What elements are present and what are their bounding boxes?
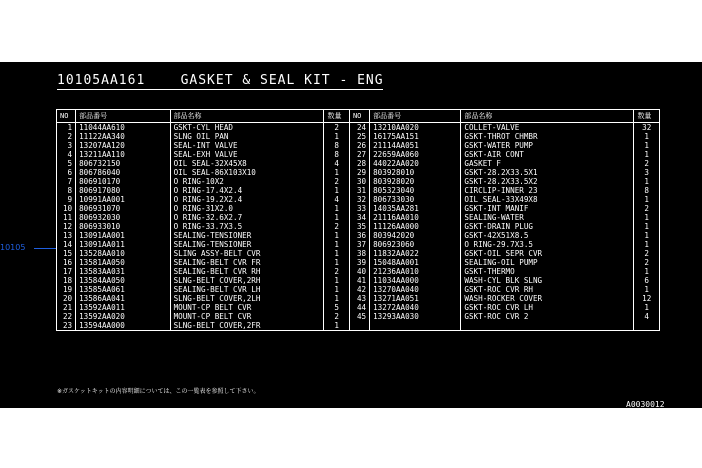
table-row [57,285,660,294]
cell-quantity: 2 [324,123,349,133]
cell-quantity: 4 [634,312,660,321]
cell-no: 8 [57,186,76,195]
cell-part-name: SLNG-BELT COVER,2FR [170,321,324,331]
header-no: NO [57,110,76,123]
cell-part-number: 11832AA022 [370,249,461,258]
cell-no: 22 [57,312,76,321]
cell-part-number: 803928020 [370,177,461,186]
cell-part-number: 13592AA020 [76,312,170,321]
cell-quantity: 2 [634,159,660,168]
cell-part-number: 11034AA000 [370,276,461,285]
cell-part-name: OIL SEAL-86X103X10 [170,168,324,177]
cell-no: 21 [57,303,76,312]
cell-part-name: SLNG OIL PAN [170,132,324,141]
cell-quantity: 1 [324,276,349,285]
cell-part-number: 13271AA051 [370,294,461,303]
cell-no: 16 [57,258,76,267]
cell-part-number: 13272AA040 [370,303,461,312]
table-row [57,303,660,312]
table-row [57,132,660,141]
cell-quantity: 2 [324,222,349,231]
cell-part-number: 13581AA050 [76,258,170,267]
cell-part-name: O RING-29.7X3.5 [461,240,634,249]
cell-part-number: 13210AA020 [370,123,461,133]
cell-quantity: 1 [324,213,349,222]
cell-part-number: 21236AA010 [370,267,461,276]
table-row [57,249,660,258]
cell-part-name: GSKT-CYL HEAD [170,123,324,133]
cell-part-name: O RING-19.2X2.4 [170,195,324,204]
cell-part-number: 11122AA340 [76,132,170,141]
table-row [57,123,660,133]
header-part-no: 部品番号 [76,110,170,123]
table-row [57,267,660,276]
cell-quantity: 4 [324,159,349,168]
cell-part-name: OIL SEAL-33X49X8 [461,195,634,204]
cell-no: 12 [57,222,76,231]
cell-part-name: SEALING-TENSIONER [170,231,324,240]
cell-part-number: 806910170 [76,177,170,186]
cell-quantity: 1 [324,132,349,141]
cell-part-name: O RING-31X2.0 [170,204,324,213]
table-row [57,321,660,331]
cell-no: 9 [57,195,76,204]
cell-part-name: MOUNT-CP BELT CVR [170,312,324,321]
cell-quantity: 2 [324,312,349,321]
cell-part-name: GSKT-THERMO [461,267,634,276]
cell-no: 4 [57,150,76,159]
cell-quantity: 1 [634,240,660,249]
cell-part-number: 11044AA610 [76,123,170,133]
cell-quantity: 2 [324,267,349,276]
cell-part-name: GSKT-AIR CONT [461,150,634,159]
parts-table [56,109,660,331]
cell-part-number: 803928010 [370,168,461,177]
cell-quantity: 2 [634,204,660,213]
cell-no: 11 [57,213,76,222]
table-row [57,213,660,222]
cell-part-name: SLING ASSY-BELT CVR [170,249,324,258]
drawing-code: A0030012 [626,400,665,408]
cell-quantity: 1 [634,150,660,159]
cell-quantity: 3 [634,168,660,177]
cell-no: 2 [57,132,76,141]
title-underline [57,89,383,90]
cell-no: 40 [349,267,369,276]
cell-no: 39 [349,258,369,267]
cell-part-name: GSKT-OIL SEPR CVR [461,249,634,258]
cell-part-name: O RING-17.4X2.4 [170,186,324,195]
cell-quantity: 1 [634,132,660,141]
table-header [57,110,660,123]
cell-quantity: 1 [634,213,660,222]
cell-no: 18 [57,276,76,285]
cell-quantity: 1 [324,258,349,267]
cell-part-number: 806933010 [76,222,170,231]
cell-no: 14 [57,240,76,249]
cell-quantity: 12 [634,294,660,303]
cell-part-name: GSKT-42X51X8.5 [461,231,634,240]
cell-no: 27 [349,150,369,159]
cell-quantity: 1 [634,141,660,150]
cell-no: 29 [349,168,369,177]
kit-title: 10105AA161 GASKET & SEAL KIT - ENG [57,73,384,88]
cell-part-number: 13584AA050 [76,276,170,285]
cell-part-number: 806786040 [76,168,170,177]
table-row [57,177,660,186]
cell-part-number: 806932030 [76,213,170,222]
cell-part-name: O RING-33.7X3.5 [170,222,324,231]
cell-quantity: 1 [324,294,349,303]
cell-no: 3 [57,141,76,150]
cell-part-name: GSKT-THROT CHMBR [461,132,634,141]
cell-no: 43 [349,294,369,303]
table-row [57,276,660,285]
cell-part-name: WASH-CYL BLK SLNG [461,276,634,285]
cell-part-name: GASKET F [461,159,634,168]
cell-no: 23 [57,321,76,331]
cell-part-name: SEAL-EXH VALVE [170,150,324,159]
cell-no: 24 [349,123,369,133]
table-row [57,159,660,168]
cell-part-name: O RING-32.6X2.7 [170,213,324,222]
cell-part-name: OIL SEAL-32X45X8 [170,159,324,168]
cell-part-number: 13583AA031 [76,267,170,276]
cell-part-number [370,321,461,331]
cell-part-number: 10991AA001 [76,195,170,204]
cell-part-name: GSKT-28.2X33.5X1 [461,168,634,177]
cell-quantity: 1 [634,285,660,294]
cell-no: 35 [349,222,369,231]
callout-part-number[interactable]: 10105 [0,243,26,252]
cell-quantity: 2 [324,177,349,186]
cell-part-number: 13293AA030 [370,312,461,321]
cell-quantity: 2 [634,258,660,267]
table-row [57,150,660,159]
cell-part-name: GSKT-WATER PUMP [461,141,634,150]
cell-no: 10 [57,204,76,213]
cell-part-name: SEALING-WATER [461,213,634,222]
cell-no: 30 [349,177,369,186]
cell-no: 5 [57,159,76,168]
cell-no: 34 [349,213,369,222]
cell-part-name: O RING-10X2 [170,177,324,186]
table-row [57,231,660,240]
header-part-name: 部品名称 [461,110,634,123]
cell-part-name: SEALING-BELT CVR LH [170,285,324,294]
cell-quantity: 2 [634,249,660,258]
cell-part-number: 13586AA041 [76,294,170,303]
table-row [57,258,660,267]
cell-no: 31 [349,186,369,195]
cell-part-number: 806917080 [76,186,170,195]
cell-part-number: 13585AA061 [76,285,170,294]
table-row [57,312,660,321]
cell-no: 37 [349,240,369,249]
cell-part-name: GSKT-DRAIN PLUG [461,222,634,231]
cell-part-number: 22659AA060 [370,150,461,159]
cell-no: 6 [57,168,76,177]
cell-quantity [634,321,660,331]
table-row [57,141,660,150]
cell-part-name: COLLET-VALVE [461,123,634,133]
cell-quantity: 4 [324,195,349,204]
table-body [57,123,660,331]
header-part-name: 部品名称 [170,110,324,123]
cell-quantity: 1 [324,204,349,213]
cell-quantity: 6 [634,276,660,285]
cell-part-number: 13211AA110 [76,150,170,159]
cell-part-name: WASH-ROCKER COVER [461,294,634,303]
cell-part-number: 806732150 [76,159,170,168]
cell-quantity: 1 [324,249,349,258]
cell-part-number: 15048AA001 [370,258,461,267]
cell-part-name: SLNG-BELT COVER,2RH [170,276,324,285]
cell-no: 42 [349,285,369,294]
cell-part-number: 13207AA120 [76,141,170,150]
cell-quantity: 1 [634,231,660,240]
cell-quantity: 1 [634,303,660,312]
cell-no: 45 [349,312,369,321]
cell-part-number: 806733030 [370,195,461,204]
table-row [57,240,660,249]
cell-no: 44 [349,303,369,312]
table-row [57,195,660,204]
cell-no: 15 [57,249,76,258]
cell-part-name: GSKT-ROC CVR 2 [461,312,634,321]
cell-no: 19 [57,285,76,294]
cell-quantity: 1 [324,240,349,249]
cell-no: 36 [349,231,369,240]
table-row [57,204,660,213]
cell-no: 20 [57,294,76,303]
cell-quantity: 1 [634,267,660,276]
cell-no: 17 [57,267,76,276]
cell-quantity: 1 [324,231,349,240]
cell-no: 41 [349,276,369,285]
header-part-no: 部品番号 [370,110,461,123]
header-qty: 数量 [324,110,349,123]
cell-part-name: GSKT-28.2X33.5X2 [461,177,634,186]
cell-part-name: SEALING-TENSIONER [170,240,324,249]
cell-part-name: SEALING-OIL PUMP [461,258,634,267]
cell-quantity: 1 [324,285,349,294]
cell-part-name: SEAL-INT VALVE [170,141,324,150]
cell-quantity: 1 [634,177,660,186]
cell-part-number: 13528AA010 [76,249,170,258]
cell-quantity: 32 [634,123,660,133]
cell-part-number: 21114AA051 [370,141,461,150]
cell-part-name: GSKT-INT MANIF [461,204,634,213]
parts-diagram-sheet [0,62,702,408]
cell-quantity: 5 [324,303,349,312]
cell-part-number: 11126AA000 [370,222,461,231]
cell-part-name: SEALING-BELT CVR FR [170,258,324,267]
cell-part-name: MOUNT-CP BELT CVR [170,303,324,312]
footnote: ※ガスケットキットの内容明細については、この一覧表を参照して下さい。 [57,388,260,395]
cell-no: 28 [349,159,369,168]
cell-no: 33 [349,204,369,213]
cell-part-name: SLNG-BELT COVER,2LH [170,294,324,303]
cell-part-number: 14035AA281 [370,204,461,213]
table-row [57,294,660,303]
cell-quantity: 1 [324,168,349,177]
cell-part-name: GSKT-ROC CVR RH [461,285,634,294]
cell-part-name: SEALING-BELT CVR RH [170,267,324,276]
cell-part-number: 44022AA020 [370,159,461,168]
cell-no: 26 [349,141,369,150]
cell-part-number: 806923060 [370,240,461,249]
cell-part-number: 13592AA011 [76,303,170,312]
cell-no: 13 [57,231,76,240]
cell-no: 25 [349,132,369,141]
table-row [57,222,660,231]
table-row [57,168,660,177]
callout-leader-line [34,248,56,249]
cell-quantity: 8 [634,186,660,195]
cell-part-number: 16175AA151 [370,132,461,141]
cell-quantity: 8 [324,150,349,159]
cell-part-number: 21116AA010 [370,213,461,222]
cell-no [349,321,369,331]
cell-part-name: GSKT-ROC CVR LH [461,303,634,312]
cell-part-number: 806931070 [76,204,170,213]
header-no: NO [349,110,369,123]
cell-part-number: 803942020 [370,231,461,240]
table-row [57,186,660,195]
cell-part-number: 13091AA001 [76,231,170,240]
cell-part-name [461,321,634,331]
cell-part-name: CIRCLIP-INNER 23 [461,186,634,195]
cell-part-number: 13594AA000 [76,321,170,331]
cell-no: 38 [349,249,369,258]
cell-quantity: 8 [324,141,349,150]
cell-part-number: 805323040 [370,186,461,195]
cell-quantity: 1 [634,195,660,204]
cell-no: 32 [349,195,369,204]
cell-part-number: 13091AA011 [76,240,170,249]
cell-no: 7 [57,177,76,186]
header-qty: 数量 [634,110,660,123]
cell-no: 1 [57,123,76,133]
cell-quantity: 1 [324,186,349,195]
cell-part-number: 13270AA040 [370,285,461,294]
cell-quantity: 1 [634,222,660,231]
cell-quantity: 1 [324,321,349,331]
